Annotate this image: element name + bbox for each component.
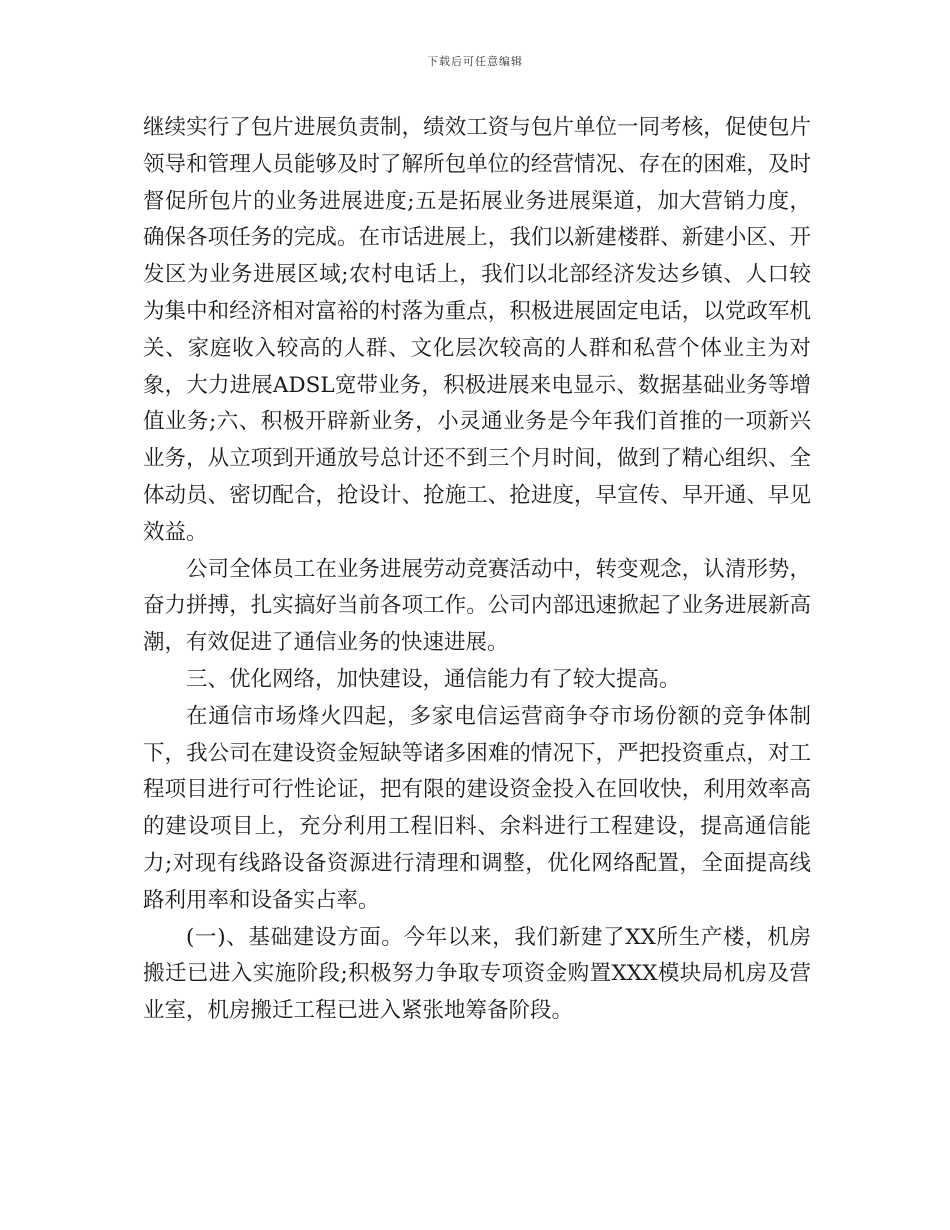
page-header: 下载后可任意编辑 [427,55,523,68]
paragraph-infrastructure: (一)、基础建设方面。今年以来，我们新建了XX所生产楼，机房搬迁已进入实施阶段;积极努力争取专项资金购置XXX模块局机房及营业室，机房搬迁工程已进入紧张地筹备阶段。 [143,924,811,1024]
section-heading-network: 三、优化网络，加快建设，通信能力有了较大提高。 [186,666,681,692]
paragraph-continuation: 继续实行了包片进展负责制，绩效工资与包片单位一同考核，促使包片领导和管理人员能够及时了解所包单位的经营情况、存在的困难，及时督促所包片的业务进展进度;五是拓展业务进展渠道，加大营销力度，确保各项任务的完成。在市话进展上，我们以新建楼群、新建小区、开发区为业务进展区域;农村电话上，我们以北部经济发达乡镇、人口较为集中和经济相对富裕的村落为重点，积极进展固定电话，以党政军机关、家庭收入较高的人群、文化层次较高的人群和私营个体业主为对象，大力进展ADSL宽带业务，积极进展来电显示、数据基础业务等增值业务;六、积极开辟新业务，小灵通业务是今年我们首推的一项新兴业务，从立项到开通放号总计还不到三个月时间，做到了精心组织、全体动员、密切配合，抢设计、抢施工、抢进度，早宣传、早开通、早见效益。 [143,115,811,545]
paragraph-staff-competition: 公司全体员工在业务进展劳动竞赛活动中，转变观念，认清形势，奋力拼搏，扎实搞好当前各项工作。公司内部迅速掀起了业务进展新高潮，有效促进了通信业务的快速进展。 [143,556,811,656]
paragraph-network-construction: 在通信市场烽火四起，多家电信运营商争夺市场份额的竞争体制下，我公司在建设资金短缺等诸多困难的情况下，严把投资重点，对工程项目进行可行性论证，把有限的建设资金投入在回收快，利用效率高的建设项目上，充分利用工程旧料、余料进行工程建设，提高通信能力;对现有线路设备资源进行清理和调整，优化网络配置，全面提高线路利用率和设备实占率。 [143,703,811,913]
document-body [143,110,811,1030]
